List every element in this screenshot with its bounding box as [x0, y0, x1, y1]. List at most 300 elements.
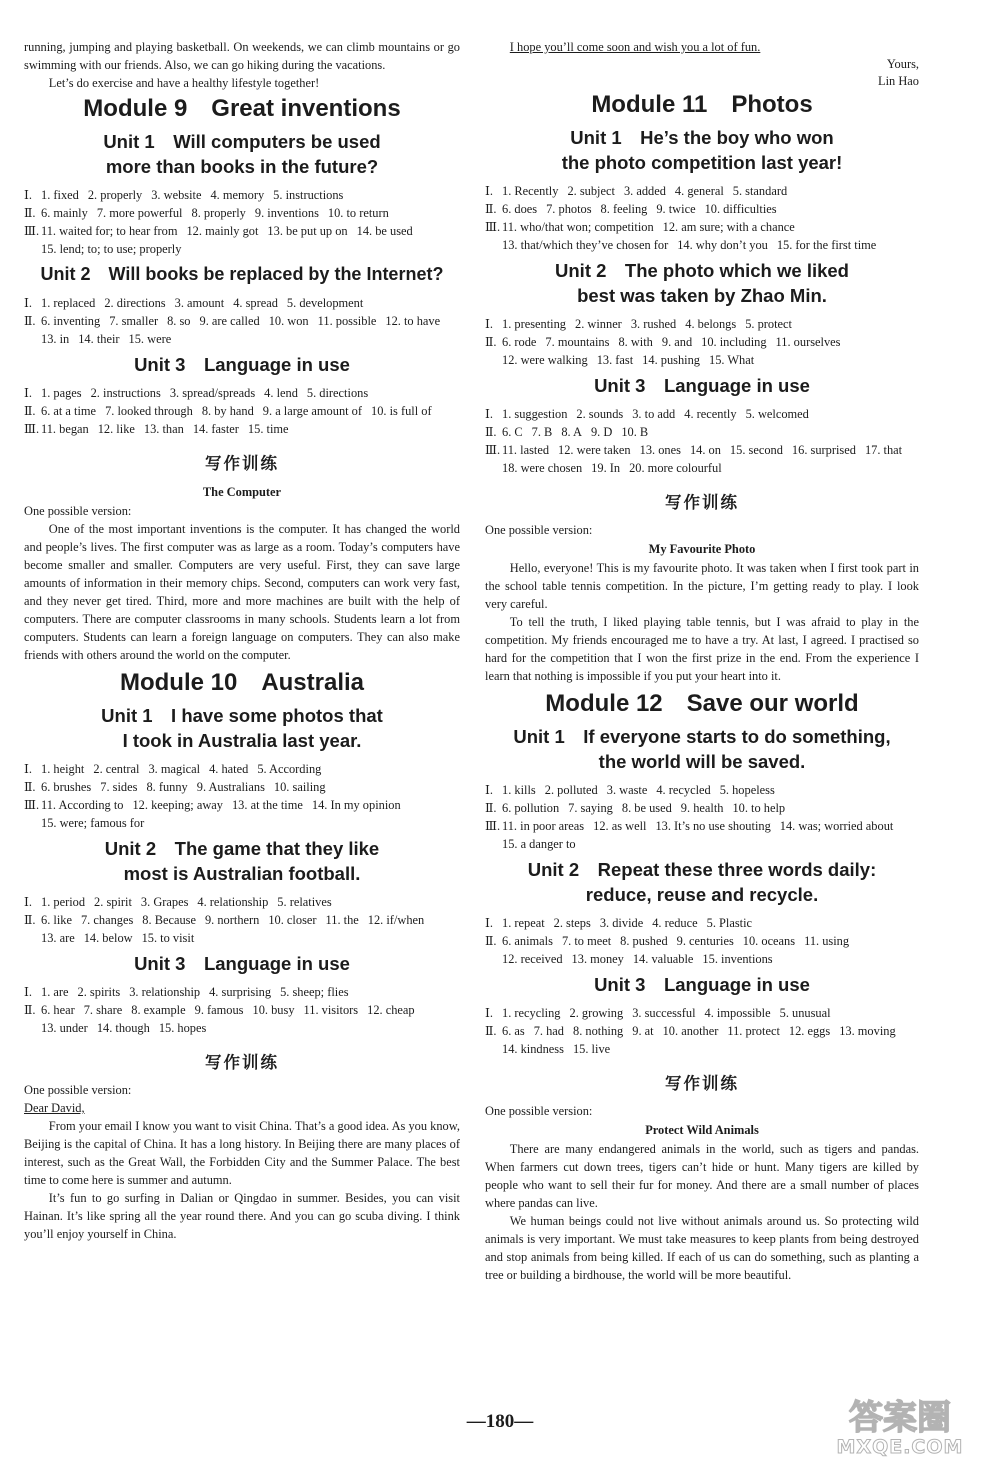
m9-unit-2-title: Unit 2 Will books be replaced by the Internet?	[40, 264, 444, 284]
section-numeral: Ⅲ.	[485, 443, 501, 457]
section-numeral: Ⅲ.	[24, 798, 40, 812]
intro-paragraph: running, jumping and playing basketball. On weekends, we can climb mountains or go swimming with our friends. Also, we can go hiking during the vacations.	[24, 40, 460, 72]
answer-item: 7. sides	[100, 780, 138, 794]
answer-item: 4. recycled	[656, 783, 711, 797]
section-numeral: Ⅱ.	[485, 425, 497, 439]
answer-item: 4. spread	[233, 296, 278, 310]
answer-item: 6. animals	[502, 934, 553, 948]
answer-items	[502, 817, 919, 853]
answer-item: 10. is full of	[371, 404, 432, 418]
answer-row	[485, 932, 919, 968]
m12-essay-title: Protect Wild Animals	[645, 1123, 759, 1137]
answer-item: 5. Plastic	[706, 916, 753, 930]
answer-row	[485, 182, 919, 200]
answer-item: 8. A	[561, 425, 582, 439]
answer-item: 2. instructions	[90, 386, 161, 400]
answer-item: 8. funny	[146, 780, 188, 794]
answer-row	[485, 817, 919, 853]
answer-item: 4. impossible	[704, 1006, 771, 1020]
answer-items	[41, 911, 460, 947]
answer-row	[485, 405, 919, 423]
answer-item: 7. changes	[80, 913, 134, 927]
answer-item: 11. who/that won; competition	[502, 220, 654, 234]
answer-item: 14. valuable	[632, 952, 694, 966]
answer-item: 15. What	[709, 353, 755, 367]
answer-item: 14. kindness	[502, 1042, 564, 1056]
right-column	[485, 38, 919, 1284]
answer-item: 15. lend; to; to use; properly	[41, 242, 182, 256]
answer-items	[41, 294, 372, 312]
answer-item: 4. lend	[264, 386, 298, 400]
answer-item: 11. began	[41, 422, 89, 436]
m9-version-label: One possible version:	[24, 504, 132, 518]
answer-item: 8. example	[131, 1003, 186, 1017]
module-10-title: Module 10 Australia	[119, 669, 365, 696]
answer-item: 1. repeat	[502, 916, 545, 930]
answer-item: 15. hopes	[158, 1021, 207, 1035]
m11-essay-p2: To tell the truth, I liked playing table tennis, but I was afraid to play in the competition. My friends encouraged me to have a try. At last, I agreed. I practised so hard for the competition that I won the first prize in the end. From the experience I learn that nothing is impossible if you put your heart into it.	[485, 615, 919, 683]
answer-item: 8. by hand	[201, 404, 254, 418]
answer-row	[24, 760, 460, 778]
answer-item: 1. are	[41, 985, 69, 999]
answer-item: 6. rode	[502, 335, 537, 349]
answer-item: 9. at	[632, 1024, 654, 1038]
answer-item: 10. B	[621, 425, 649, 439]
answer-row	[24, 222, 460, 258]
m9-essay-body: One of the most important inventions is the computer. It has changed the world and people’s lives. The first computer was as large as a room. Today’s computers have become smaller and smaller. Computers are very useful. First, they can save large amounts of information in their memory chips. Second, computers can work very fast, and they never get tired. Third, more and more machines are built with the help of computers. There are computer classrooms in many schools. Students learn a lot from computers. Students can learn a foreign language on computers. They can also make friends with others around the world on the computer.	[24, 522, 460, 662]
m10-unit-1-title: Unit 1 I have some photos that I took in Australia last year.	[101, 705, 383, 751]
answer-item: 15. to visit	[141, 931, 195, 945]
answer-item: 3. to add	[632, 407, 676, 421]
answer-item: 12. eggs	[788, 1024, 831, 1038]
answer-item: 12. if/when	[367, 913, 425, 927]
answer-item: 5. standard	[732, 184, 788, 198]
answer-items	[502, 441, 919, 477]
answer-item: 4. recently	[684, 407, 737, 421]
answer-items	[41, 893, 341, 911]
letter-signature: Lin Hao	[878, 74, 919, 88]
section-numeral: Ⅰ.	[485, 317, 493, 331]
answer-items	[502, 423, 657, 441]
answer-item: 13. be put up on	[267, 224, 348, 238]
answer-row	[485, 315, 919, 333]
m12-version-label: One possible version:	[485, 1104, 593, 1118]
answer-item: 10. including	[701, 335, 767, 349]
m11-u2-answers	[485, 315, 919, 369]
answer-item: 6. C	[502, 425, 523, 439]
answer-row	[24, 778, 460, 796]
m11-u3-answers	[485, 405, 919, 477]
answer-item: 4. memory	[210, 188, 265, 202]
answer-items	[41, 983, 358, 1001]
answer-item: 13. moving	[839, 1024, 896, 1038]
answer-item: 6. brushes	[41, 780, 92, 794]
m10-unit-2-title: Unit 2 The game that they like most is Australian football.	[104, 838, 380, 884]
answer-item: 10. busy	[252, 1003, 295, 1017]
answer-item: 15. inventions	[702, 952, 773, 966]
answer-item: 1. recycling	[502, 1006, 561, 1020]
answer-item: 1. replaced	[41, 296, 96, 310]
m12-u2-answers	[485, 914, 919, 968]
answer-item: 5. unusual	[779, 1006, 831, 1020]
answer-item: 10. another	[662, 1024, 719, 1038]
answer-item: 4. relationship	[197, 895, 269, 909]
answer-item: 8. Because	[142, 913, 196, 927]
answer-item: 14. be used	[356, 224, 413, 238]
m9-u3-answers	[24, 384, 460, 438]
answer-item: 4. surprising	[209, 985, 272, 999]
answer-item: 11. using	[804, 934, 850, 948]
answer-row	[485, 914, 919, 932]
answer-items	[41, 186, 352, 204]
answer-items	[502, 200, 786, 218]
m11-unit-1-title: Unit 1 He’s the boy who won the photo competition last year!	[561, 127, 843, 173]
m10-version-label: One possible version:	[24, 1083, 132, 1097]
answer-item: 1. Recently	[502, 184, 559, 198]
answer-item: 5. welcomed	[745, 407, 809, 421]
answer-item: 13. that/which they’ve chosen for	[502, 238, 669, 252]
answer-item: 5. According	[257, 762, 322, 776]
watermark-text-bottom: MXQE.COM	[836, 1436, 964, 1457]
m10-letter-p2: It’s fun to go surfing in Dalian or Qingdao in summer. Besides, you can visit Hainan. It’s like spring all the year round there. And you can go scuba diving. I think you’ll enjoy yourself in China.	[24, 1191, 460, 1241]
m12-unit-3-title: Unit 3 Language in use	[594, 974, 810, 995]
m11-u1-answers	[485, 182, 919, 254]
answer-items	[41, 1001, 460, 1037]
answer-item: 5. directions	[306, 386, 369, 400]
answer-item: 2. directions	[104, 296, 166, 310]
answer-items	[41, 312, 460, 348]
m10-unit-3-title: Unit 3 Language in use	[134, 953, 350, 974]
answer-item: 7. more powerful	[96, 206, 183, 220]
answer-item: 11. the	[325, 913, 359, 927]
answer-item: 15. for the first time	[776, 238, 877, 252]
answer-item: 9. are called	[199, 314, 260, 328]
letter-end-line: I hope you’ll come soon and wish you a lot of fun.	[509, 40, 761, 54]
answer-item: 9. centuries	[676, 934, 734, 948]
answer-item: 13. at the time	[231, 798, 303, 812]
answer-item: 9. D	[590, 425, 613, 439]
answer-item: 16. surprised	[791, 443, 856, 457]
answer-item: 14. their	[78, 332, 120, 346]
answer-item: 3. website	[151, 188, 202, 202]
answer-item: 3. rushed	[630, 317, 677, 331]
answer-item: 9. famous	[194, 1003, 244, 1017]
answer-items	[502, 781, 784, 799]
answer-item: 11. possible	[317, 314, 377, 328]
m10-u2-answers	[24, 893, 460, 947]
answer-items	[502, 315, 801, 333]
left-column	[24, 38, 460, 1243]
m9-u1-answers	[24, 186, 460, 258]
answer-item: 12. were walking	[502, 353, 588, 367]
answer-items	[41, 204, 398, 222]
answer-item: 6. pollution	[502, 801, 560, 815]
answer-row	[24, 893, 460, 911]
answer-item: 15. a danger to	[502, 837, 576, 851]
answer-item: 3. successful	[632, 1006, 696, 1020]
answer-item: 4. hated	[209, 762, 249, 776]
answer-item: 12. received	[502, 952, 563, 966]
intro-closing: Let’s do exercise and have a healthy lifestyle together!	[48, 76, 320, 90]
answer-item: 18. were chosen	[502, 461, 583, 475]
m11-essay-p1: Hello, everyone! This is my favourite photo. It was taken when I first took part in the school table tennis competition. In the picture, I’m getting ready to play. I look very careful.	[485, 561, 919, 611]
answer-items	[502, 182, 796, 200]
answer-item: 20. more colourful	[629, 461, 722, 475]
answer-item: 14. below	[83, 931, 133, 945]
answer-item: 15. second	[729, 443, 783, 457]
answer-items	[502, 914, 761, 932]
answer-item: 6. at a time	[41, 404, 97, 418]
answer-item: 14. why don’t you	[677, 238, 768, 252]
answer-item: 2. spirit	[94, 895, 132, 909]
answer-item: 8. be used	[621, 801, 672, 815]
answer-item: 3. amount	[174, 296, 225, 310]
answer-item: 8. so	[167, 314, 191, 328]
answer-item: 15. were	[128, 332, 172, 346]
section-numeral: Ⅱ.	[24, 314, 36, 328]
section-numeral: Ⅱ.	[24, 404, 36, 418]
answer-item: 10. oceans	[742, 934, 796, 948]
answer-item: 4. general	[674, 184, 724, 198]
answer-item: 1. fixed	[41, 188, 79, 202]
answer-item: 13. under	[41, 1021, 88, 1035]
answer-item: 13. than	[143, 422, 184, 436]
answer-item: 12. as well	[593, 819, 647, 833]
answer-item: 15. live	[572, 1042, 611, 1056]
m10-letter-p1: From your email I know you want to visit China. That’s a good idea. As you know, Beijing is the capital of China. It has a long history. In Beijing there are many places of interest, such as the Great Wall, the Forbidden City and the Summer Palace. The best time to come here is summer and autumn.	[24, 1119, 460, 1187]
m11-writing-heading: 写作训练	[665, 493, 739, 512]
m9-unit-1-title: Unit 1 Will computers be used more than books in the future?	[103, 131, 381, 177]
m12-essay-p2: We human beings could not live without animals around us. So protecting wild animals is very important. We must take measures to keep plants from being destroyed and stop animals from being killed. If each of us can do something, such as planting a tree or building a birdhouse, the world will be more beautiful.	[485, 1214, 919, 1282]
answer-item: 3. spread/spreads	[169, 386, 256, 400]
answer-items	[502, 333, 919, 369]
answer-row	[485, 218, 919, 254]
section-numeral: Ⅱ.	[485, 202, 497, 216]
answer-items	[502, 1004, 840, 1022]
answer-item: 3. waste	[606, 783, 648, 797]
answer-row	[24, 420, 460, 438]
answer-item: 10. difficulties	[704, 202, 777, 216]
answer-item: 6. like	[41, 913, 72, 927]
answer-item: 5. protect	[745, 317, 792, 331]
answer-item: 11. According to	[41, 798, 124, 812]
answer-item: 4. reduce	[652, 916, 698, 930]
section-numeral: Ⅲ.	[485, 220, 501, 234]
section-numeral: Ⅱ.	[485, 1024, 497, 1038]
answer-item: 15. were; famous for	[41, 816, 145, 830]
section-numeral: Ⅲ.	[24, 422, 40, 436]
answer-row	[485, 1022, 919, 1058]
m9-unit-3-title: Unit 3 Language in use	[134, 354, 350, 375]
answer-row	[24, 204, 460, 222]
m11-version-label: One possible version:	[485, 523, 593, 537]
m10-u1-answers	[24, 760, 460, 832]
answer-item: 4. belongs	[685, 317, 737, 331]
answer-item: 13. ones	[639, 443, 681, 457]
answer-item: 6. hear	[41, 1003, 75, 1017]
section-numeral: Ⅱ.	[24, 780, 36, 794]
answer-item: 8. with	[618, 335, 653, 349]
answer-item: 17. that	[864, 443, 903, 457]
answer-items	[41, 778, 335, 796]
answer-item: 3. relationship	[129, 985, 201, 999]
answer-items	[502, 405, 818, 423]
answer-row	[24, 402, 460, 420]
section-numeral: Ⅱ.	[24, 913, 36, 927]
answer-item: 9. northern	[204, 913, 260, 927]
answer-item: 5. sheep; flies	[280, 985, 349, 999]
answer-item: 3. Grapes	[140, 895, 189, 909]
answer-row	[24, 1001, 460, 1037]
section-numeral: Ⅱ.	[485, 335, 497, 349]
page-number: —180—	[466, 1411, 534, 1432]
answer-item: 3. added	[623, 184, 666, 198]
answer-item: 13. are	[41, 931, 75, 945]
answer-item: 9. and	[661, 335, 693, 349]
answer-item: 9. health	[680, 801, 724, 815]
section-numeral: Ⅰ.	[24, 985, 32, 999]
answer-item: 2. polluted	[544, 783, 598, 797]
answer-item: 10. sailing	[273, 780, 326, 794]
answer-items	[41, 760, 330, 778]
answer-item: 12. mainly got	[186, 224, 259, 238]
m10-writing-heading: 写作训练	[205, 1053, 279, 1072]
answer-item: 7. saying	[568, 801, 613, 815]
module-12-title: Module 12 Save our world	[545, 690, 859, 717]
answer-row	[24, 294, 460, 312]
answer-item: 13. fast	[596, 353, 634, 367]
answer-item: 11. protect	[727, 1024, 780, 1038]
m11-unit-2-title: Unit 2 The photo which we liked best was taken by Zhao Min.	[555, 260, 849, 306]
answer-item: 11. lasted	[502, 443, 550, 457]
answer-item: 10. to help	[732, 801, 786, 815]
m10-u3-answers	[24, 983, 460, 1037]
answer-item: 12. like	[97, 422, 135, 436]
answer-item: 7. mountains	[545, 335, 610, 349]
answer-item: 14. though	[96, 1021, 150, 1035]
section-numeral: Ⅰ.	[24, 188, 32, 202]
section-numeral: Ⅱ.	[485, 801, 497, 815]
answer-item: 2. growing	[569, 1006, 624, 1020]
answer-items	[41, 384, 377, 402]
section-numeral: Ⅰ.	[485, 916, 493, 930]
answer-item: 9. twice	[656, 202, 696, 216]
m12-unit-2-title: Unit 2 Repeat these three words daily: reduce, reuse and recycle.	[527, 859, 877, 905]
section-numeral: Ⅰ.	[24, 386, 32, 400]
m9-u2-answers	[24, 294, 460, 348]
answer-item: 11. in poor areas	[502, 819, 585, 833]
section-numeral: Ⅱ.	[24, 206, 36, 220]
answer-row	[485, 441, 919, 477]
answer-row	[24, 384, 460, 402]
section-numeral: Ⅰ.	[24, 296, 32, 310]
watermark-text-top: 答案圈	[849, 1398, 951, 1438]
answer-item: 2. subject	[567, 184, 615, 198]
answer-item: 7. photos	[546, 202, 592, 216]
answer-item: 5. relatives	[277, 895, 332, 909]
answer-item: 1. height	[41, 762, 85, 776]
answer-item: 6. inventing	[41, 314, 101, 328]
answer-item: 7. looked through	[105, 404, 193, 418]
answer-item: 9. a large amount of	[262, 404, 363, 418]
m12-writing-heading: 写作训练	[665, 1074, 739, 1093]
answer-item: 2. steps	[553, 916, 591, 930]
answer-items	[502, 799, 794, 817]
answer-item: 5. development	[286, 296, 364, 310]
answer-items	[502, 932, 919, 968]
answer-item: 12. keeping; away	[132, 798, 223, 812]
answer-item: 12. were taken	[558, 443, 631, 457]
answer-item: 2. sounds	[576, 407, 624, 421]
answer-row	[24, 983, 460, 1001]
m11-unit-3-title: Unit 3 Language in use	[594, 375, 810, 396]
section-numeral: Ⅰ.	[485, 407, 493, 421]
m12-u3-answers	[485, 1004, 919, 1058]
answer-item: 13. in	[41, 332, 70, 346]
answer-item: 1. presenting	[502, 317, 567, 331]
answer-item: 6. does	[502, 202, 538, 216]
module-11-title: Module 11 Photos	[591, 91, 813, 118]
answer-row	[24, 796, 460, 832]
answer-row	[24, 312, 460, 348]
answer-item: 12. cheap	[367, 1003, 415, 1017]
section-numeral: Ⅰ.	[24, 895, 32, 909]
answer-item: 2. properly	[87, 188, 143, 202]
m12-unit-1-title: Unit 1 If everyone starts to do something, the world will be saved.	[513, 726, 891, 772]
section-numeral: Ⅱ.	[24, 1003, 36, 1017]
answer-item: 11. ourselves	[775, 335, 841, 349]
section-numeral: Ⅰ.	[485, 184, 493, 198]
section-numeral: Ⅰ.	[24, 762, 32, 776]
answer-item: 8. properly	[191, 206, 246, 220]
letter-closing: Yours,	[886, 57, 919, 71]
section-numeral: Ⅰ.	[485, 783, 493, 797]
m11-essay-title: My Favourite Photo	[648, 542, 756, 556]
answer-item: 1. period	[41, 895, 86, 909]
answer-item: 12. am sure; with a chance	[662, 220, 795, 234]
letter-greeting: Dear David,	[24, 1101, 85, 1115]
section-numeral: Ⅲ.	[24, 224, 40, 238]
section-numeral: Ⅲ.	[485, 819, 501, 833]
answer-row	[485, 200, 919, 218]
m9-writing-heading: 写作训练	[205, 454, 279, 473]
answer-item: 14. on	[689, 443, 721, 457]
answer-item: 5. instructions	[273, 188, 344, 202]
watermark-logo	[800, 1395, 995, 1457]
module-9-title: Module 9 Great inventions	[83, 95, 401, 122]
answer-items	[41, 402, 441, 420]
answer-item: 14. faster	[192, 422, 239, 436]
answer-item: 1. kills	[502, 783, 536, 797]
answer-items	[41, 222, 460, 258]
answer-row	[485, 423, 919, 441]
answer-item: 7. share	[83, 1003, 123, 1017]
answer-item: 8. feeling	[600, 202, 648, 216]
answer-item: 7. B	[531, 425, 553, 439]
answer-item: 12. to have	[385, 314, 441, 328]
answer-items	[41, 420, 298, 438]
answer-item: 13. money	[571, 952, 624, 966]
m12-essay-p1: There are many endangered animals in the world, such as tigers and pandas. When farmers cut down trees, tigers can’t hide or hunt. Many tigers are killed by people who want to sell their fur for money. And there are a small number of places where pandas can live.	[485, 1142, 919, 1210]
answer-row	[485, 333, 919, 369]
answer-item: 6. as	[502, 1024, 525, 1038]
answer-item: 13. It’s no use shouting	[655, 819, 771, 833]
answer-item: 7. smaller	[109, 314, 159, 328]
answer-item: 11. waited for; to hear from	[41, 224, 178, 238]
answer-item: 11. visitors	[303, 1003, 359, 1017]
answer-row	[485, 799, 919, 817]
answer-item: 8. pushed	[620, 934, 668, 948]
